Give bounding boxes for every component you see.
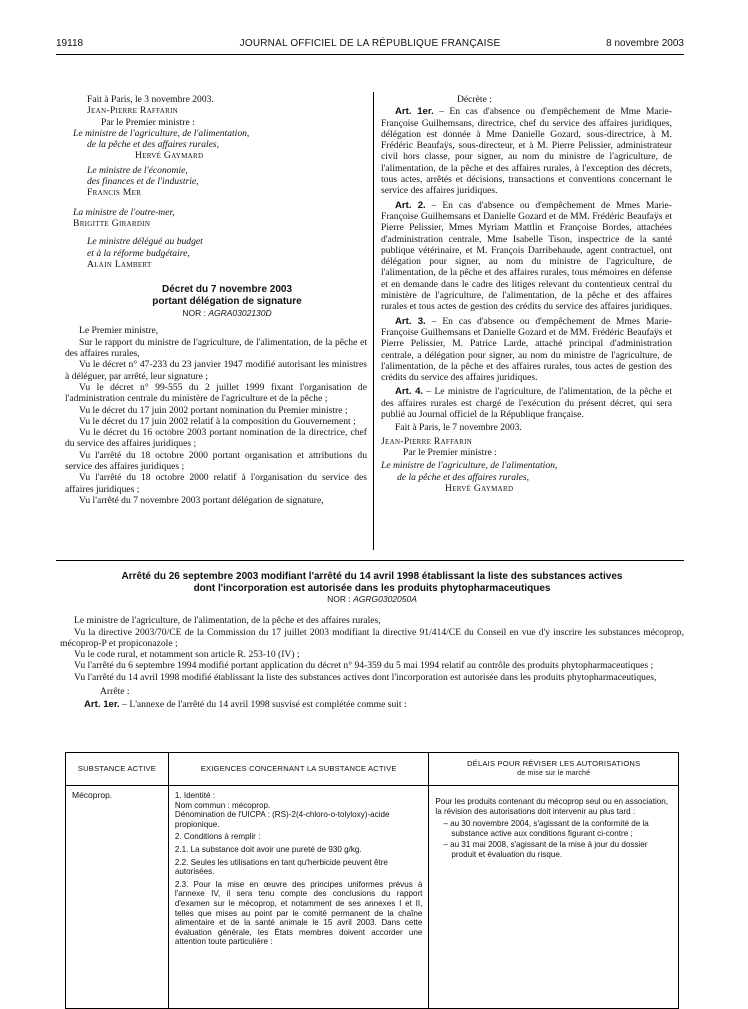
agri-name: Hervé Gaymard (135, 150, 204, 162)
visa-paragraph: Vu l'arrêté du 18 octobre 2000 relatif à l'organisation du service des affaires juridiques ; (65, 472, 367, 495)
section-rule (56, 560, 684, 561)
header-rule (56, 54, 684, 55)
pm-name: Jean-Pierre Raffarin (87, 105, 179, 117)
article-1: Art. 1er. – En cas d'absence ou d'empêchement de Mme Marie-Françoise Guilhemsans, directrice, chef du service des affaires juridiques, délégation est donnée à Mme Danielle Gozard, sous-directrice, à M. Frédéric Beaufaÿs, sous-directeur, et à M. Pierre Pelissier, administrateur civil hors classe, pour signer, au nom du ministre de l'agriculture, de l'alimentation, de la pêche et des affaires rurales, à l'exception des décrets, tous actes, arrêtés et décisions, transactions et conventions concernant le service des affaires juridiques. (381, 106, 672, 197)
par-premier-ministre-2: Par le Premier ministre : (403, 446, 497, 458)
journal-title: JOURNAL OFFICIEL DE LA RÉPUBLIQUE FRANÇAISE (239, 38, 501, 49)
running-header (56, 38, 684, 52)
article-3: Art. 3. – En cas d'absence ou d'empêchement de Mmes Marie-Françoise Guilhemsans et Danielle Gozard et de MM. Frédéric Beaufaÿs et Pierre Pelissier, M. Patrice Larde, attaché principal d'administration centrale, a délégation pour signer, au nom du ministre de l'agriculture, de l'alimentation, de la pêche et des affaires rurales, tous actes de gestion des crédits du service des affaires juridiques. (381, 315, 672, 384)
arrete-paragraph: Vu la directive 2003/70/CE de la Commission du 17 juillet 2003 modifiant la directive 91/414/CE du Conseil en vue d'y inscrire les substances mécoprop, mécoprop-P et propiconazole ; (60, 626, 684, 649)
cell-exigences: 1. Identité : Nom commun : mécoprop. Dénomination de l'UICPA : (RS)-2(4-chloro-o-tolyloxy)-acide propionique. 2. Conditions à remplir : 2.1. La substance doit avoir une pureté de 930 g/kg. 2.2. Seules les utilisations en tant qu'herbicide peuvent être autorisées. 2.3. Pour la mise en œuvre des principes uniformes prévus à l'annexe IV, il sera tenu compte des conclusions du rapport d'examen sur le mécoprop, et notamment de ses annexes I et II, telles que mises au point par le comité permanent de la chaîne alimentaire et de la santé animale le 15 avril 2003. Dans cette évaluation générale, les États membres doivent accorder une attention toute particulière : (168, 786, 429, 1009)
budget-title-1: Le ministre délégué au budget (87, 236, 203, 248)
right-column (381, 94, 672, 494)
arrete-paragraph: Vu l'arrêté du 14 avril 1998 modifié établissant la liste des substances actives dont l'incorporation est autorisée dans les produits phytopharmaceutiques, (74, 671, 657, 683)
arrete-title: Arrêté du 26 septembre 2003 modifiant l'arrêté du 14 avril 1998 établissant la liste des substances actives dont l'incorporation est autorisée dans les produits phytopharmaceutiques (121, 571, 623, 594)
agri-title-2-2: de la pêche et des affaires rurales, (397, 471, 530, 483)
arrete-section (60, 571, 684, 711)
table-header-row (66, 753, 679, 786)
column-divider (373, 92, 374, 550)
signature-date: Fait à Paris, le 3 novembre 2003. (87, 94, 214, 105)
agri-title-2: de la pêche et des affaires rurales, (87, 139, 220, 151)
budget-name: Alain Lambert (87, 258, 152, 270)
visa-paragraph: Vu l'arrêté du 7 novembre 2003 portant délégation de signature, (79, 494, 324, 506)
visa-paragraph: Le Premier ministre, (79, 325, 159, 337)
arrete-nor: NOR : AGRG0302050A (327, 594, 417, 604)
substance-table (65, 752, 679, 1009)
table-row (66, 786, 679, 1009)
agri-name-2: Hervé Gaymard (445, 482, 514, 494)
eco-title-1: Le ministre de l'économie, (87, 164, 188, 176)
budget-title-2: et à la réforme budgétaire, (87, 247, 190, 259)
par-premier-ministre: Par le Premier ministre : (101, 116, 195, 128)
arrete-paragraph: Vu le code rural, et notamment son article R. 253-10 (IV) ; (74, 649, 300, 661)
visa-paragraph: Sur le rapport du ministre de l'agriculture, de l'alimentation, de la pêche et des affaires rurales, (65, 336, 367, 360)
visa-paragraph: Vu le décret n° 99-555 du 2 juillet 1999 fixant l'organisation de l'administration centrale du ministère de l'agriculture et de la pêche ; (65, 381, 367, 405)
visa-paragraph: Vu le décret du 17 juin 2002 portant nomination du Premier ministre ; (79, 404, 348, 416)
om-title: La ministre de l'outre-mer, (73, 206, 175, 218)
cell-delais: Pour les produits contenant du mécoprop seul ou en association, la révision des autorisations doit intervenir au plus tard : – au 30 novembre 2004, s'agissant de la conformité de la substance active aux conditions figurant ci-contre ; – au 31 mai 2008, s'agissant de la mise à jour du dossier produit et évaluation du risque. (429, 786, 679, 1009)
header-substance: SUBSTANCE ACTIVE (66, 753, 169, 786)
header-delais: DÉLAIS POUR RÉVISER LES AUTORISATIONS de mise sur le marché (429, 753, 679, 786)
arrete-label: Arrête : (100, 686, 130, 698)
page-number: 19118 (56, 38, 84, 49)
arrete-paragraph: Le ministre de l'agriculture, de l'alimentation, de la pêche et des affaires rurales, (74, 615, 381, 627)
arrete-article-1: Art. 1er. – L'annexe de l'arrêté du 14 avril 1998 susvisé est complétée comme suit : (84, 699, 407, 711)
cell-substance: Mécoprop. (66, 786, 169, 1009)
visa-paragraph: Vu l'arrêté du 18 octobre 2000 portant organisation et attributions du service des affaires juridiques ; (65, 449, 367, 473)
agri-title-1: Le ministre de l'agriculture, de l'alimentation, (73, 127, 250, 139)
left-column (65, 94, 367, 506)
visa-paragraph: Vu le décret du 17 juin 2002 relatif à la composition du Gouvernement ; (79, 415, 356, 427)
agri-title-1-2: Le ministre de l'agriculture, de l'alimentation, (381, 460, 558, 472)
list-item: – au 30 novembre 2004, s'agissant de la conformité de la substance active aux conditions figurant ci-contre ; (443, 819, 649, 838)
om-name: Brigitte Girardin (73, 217, 151, 229)
article-4: Art. 4. – Le ministre de l'agriculture, de l'alimentation, de la pêche et des affaires rurales est chargé de l'exécution du présent décret, qui sera publié au Journal officiel de la République française. (381, 386, 672, 421)
eco-title-2: des finances et de l'industrie, (87, 176, 199, 188)
visa-paragraph: Vu le décret n° 47-233 du 23 janvier 1947 modifié autorisant les ministres à déléguer, par arrêté, leur signature ; (65, 359, 367, 382)
list-item: – au 31 mai 2008, s'agissant de la mise à jour du dossier produit et évaluation du risque. (443, 840, 648, 859)
arrete-paragraph: Vu l'arrêté du 6 septembre 1994 modifié portant application du décret n° 94-359 du 5 mai 1994 relatif au contrôle des produits phytopharmaceutiques ; (74, 660, 654, 672)
pm-name-2: Jean-Pierre Raffarin (381, 435, 473, 447)
decrete-label: Décrète : (457, 94, 492, 105)
decree-visas (65, 325, 367, 506)
decree-nor: NOR : AGRA0302130D (182, 308, 272, 319)
header-exigences: EXIGENCES CONCERNANT LA SUBSTANCE ACTIVE (168, 753, 429, 786)
article-2: Art. 2. – En cas d'absence ou d'empêchement de Mmes Marie-Françoise Guilhemsans et Danielle Gozard et de MM. Frédéric Beaufaÿs et Pierre Pelissier, Mmes Myriam Mattlin et Françoise Bordes, attachées d'administration centrale, Mme Isabelle Tison, inspectrice de la santé publique vétérinaire, et M. François Darribehaude, agent contractuel, ont délégation pour signer, au nom du ministre de l'agriculture, de l'alimentation, de la pêche et des affaires rurales, tous mémoires en défense et en demande dans le cadre des litiges relevant du contentieux central du ministère de l'agriculture, de l'alimentation, de la pêche et des affaires rurales et tous actes de gestion des crédits du service des affaires juridiques. (381, 199, 673, 313)
eco-name: Francis Mer (87, 187, 142, 199)
delais-list (435, 819, 672, 859)
decree-date: Fait à Paris, le 7 novembre 2003. (395, 422, 522, 434)
visa-paragraph: Vu le décret du 16 octobre 2003 portant nomination de la directrice, chef du service des affaires juridiques ; (65, 427, 367, 450)
decree-title: Décret du 7 novembre 2003 portant délégation de signature (152, 284, 302, 307)
issue-date: 8 novembre 2003 (606, 38, 684, 49)
